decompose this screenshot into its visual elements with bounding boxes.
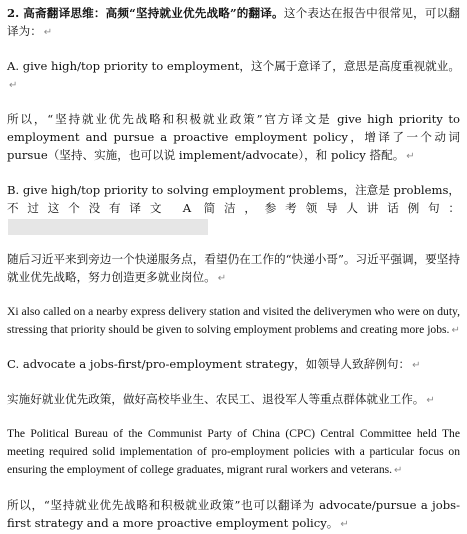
paragraph-example-zh-1 — [7, 250, 460, 288]
intro-text: 这个表达在报告中很常见，可以翻译为： — [7, 6, 460, 38]
paragraph-mark: ↵ — [217, 273, 227, 284]
intro-heading: 2. 高斋翻译思维：高频“坚持就业优先战略”的翻译。 — [7, 6, 284, 20]
paragraph-option-c — [7, 355, 460, 375]
official-translation-text: 所以，“坚持就业优先战略和积极就业政策”官方译文是 give high priority to employment and pursue a proactive employment policy，增译了一个动词 pursue（坚持、实施，也可以说 implement/advocate），和 policy 搭配。 — [7, 112, 460, 162]
paragraph-mark: ↵ — [426, 395, 435, 406]
option-c-text: C. advocate a jobs-first/pro-employment strategy，如领导人致辞例句： — [7, 357, 411, 371]
conclusion-text: 所以，“坚持就业优先战略和积极就业政策”也可以翻译为 advocate/pursue a jobs-first strategy and a more proactive employment policy。 — [7, 498, 460, 530]
paragraph-option-a — [7, 57, 460, 95]
option-b-text: B. give high/top priority to solving employment problems，注意是 problems，不过这个没有译文 A 简洁，参考领导人讲话例句： — [7, 183, 461, 215]
paragraph-mark: ↵ — [9, 80, 18, 91]
paragraph-mark: ↵ — [406, 151, 415, 162]
paragraph-example-zh-2 — [7, 390, 460, 410]
paragraph-mark: ↵ — [43, 27, 53, 38]
example-zh-2-text: 实施好就业优先政策，做好高校毕业生、农民工、退役军人等重点群体就业工作。 — [7, 392, 425, 406]
paragraph-example-en-2 — [7, 425, 460, 480]
paragraph-mark: ↵ — [451, 325, 460, 336]
option-a-text: A. give high/top priority to employment，这个属于意译了，意思是高度重视就业。 — [7, 59, 460, 73]
example-zh-1-text: 随后习近平来到旁边一个快递服务点，看望仍在工作的“快递小哥”。习近平强调，要坚持就业优先战略，努力创造更多就业岗位。 — [7, 252, 460, 284]
paragraph-mark: ↵ — [412, 360, 421, 371]
paragraph-conclusion — [7, 496, 460, 534]
paragraph-official-translation — [7, 110, 460, 166]
paragraph-example-en-1 — [7, 303, 460, 340]
highlight-shading — [8, 219, 208, 235]
example-en-1-text: Xi also called on a nearby express delivery station and visited the deliverymen who were on duty, stressing that priority should be given to solving employment problems and creating more jobs. — [7, 305, 460, 336]
example-en-2-text: The Political Bureau of the Communist Party of China (CPC) Central Committee held The meeting required solid implementation of pro-employment policies with a particular focus on ensuring the employment of college graduates, migrant rural workers and veterans. — [7, 427, 460, 476]
paragraph-intro — [7, 4, 460, 42]
paragraph-option-b — [7, 181, 460, 235]
paragraph-mark: ↵ — [340, 519, 349, 530]
paragraph-mark: ↵ — [394, 465, 403, 476]
